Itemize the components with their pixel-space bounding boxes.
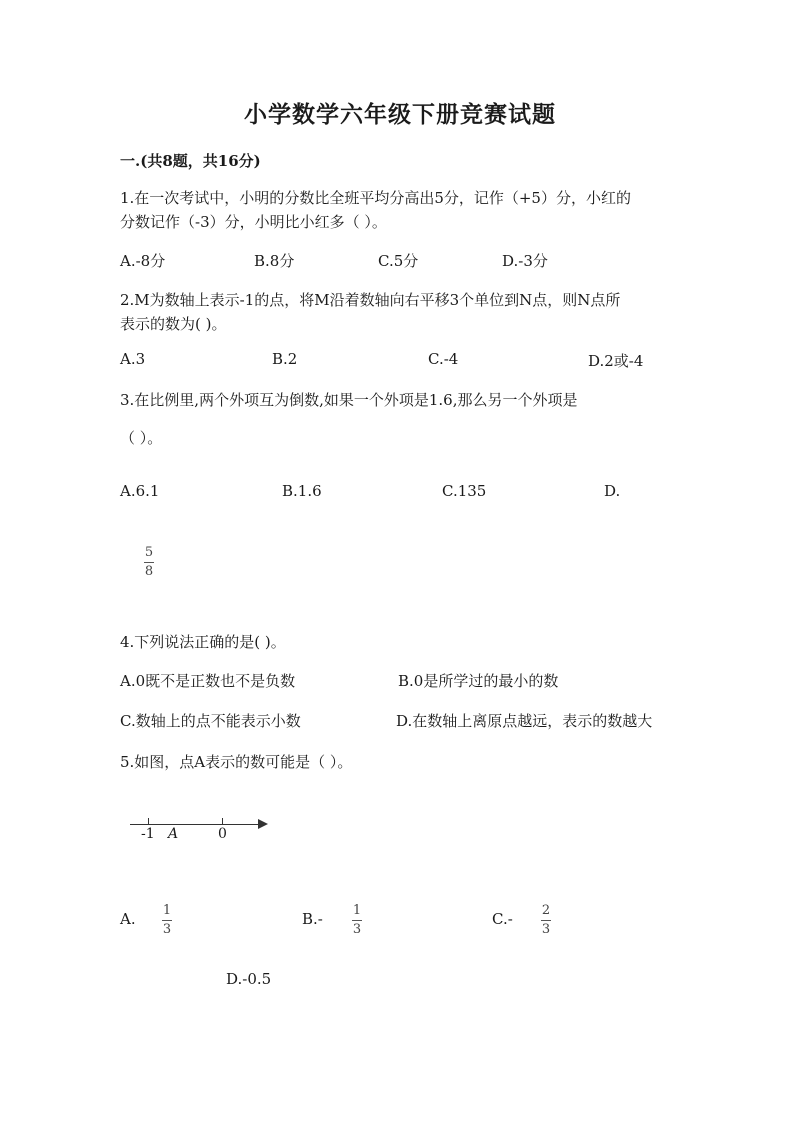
question-1-line-2: 分数记作（-3）分，小明比小红多（ ）。 <box>120 213 387 231</box>
q2-option-b[interactable]: B.2 <box>272 350 298 368</box>
fraction-denominator: 3 <box>541 922 551 937</box>
q2-option-d[interactable]: D.2或-4 <box>588 352 644 370</box>
q2-option-c[interactable]: C.-4 <box>428 350 459 368</box>
q5-option-a-fraction <box>162 904 172 937</box>
q1-option-c[interactable]: C.5分 <box>378 252 419 270</box>
q5-option-b[interactable]: B.- <box>302 910 323 928</box>
question-4-line-1: 4.下列说法正确的是( )。 <box>120 633 286 651</box>
q5-option-a[interactable]: A. <box>120 910 136 928</box>
label-minus-one: -1 <box>141 826 155 842</box>
q5-option-c[interactable]: C.- <box>492 910 513 928</box>
fraction-bar <box>162 920 172 921</box>
q3-option-d[interactable]: D. <box>604 482 621 500</box>
question-3-line-1: 3.在比例里,两个外项互为倒数,如果一个外项是1.6,那么另一个外项是 <box>120 391 578 409</box>
q4-option-d[interactable]: D.在数轴上离原点越远，表示的数越大 <box>396 712 653 730</box>
question-5-line-1: 5.如图，点A表示的数可能是（ ）。 <box>120 753 353 771</box>
fraction-bar <box>352 920 362 921</box>
section-heading: 一.(共8题，共16分) <box>120 152 261 170</box>
q3-option-b[interactable]: B.1.6 <box>282 482 322 500</box>
tick-minus-one <box>148 818 149 824</box>
q1-option-b[interactable]: B.8分 <box>254 252 295 270</box>
fraction-numerator: 1 <box>162 903 172 918</box>
number-line-axis <box>130 824 260 825</box>
q5-option-d[interactable]: D.-0.5 <box>226 970 272 988</box>
fraction-denominator: 8 <box>144 564 154 579</box>
q4-option-b[interactable]: B.0是所学过的最小的数 <box>398 672 559 690</box>
fraction-bar <box>144 562 154 563</box>
fraction-numerator: 2 <box>541 903 551 918</box>
label-point-a: A <box>168 826 179 842</box>
q5-option-b-fraction <box>352 904 362 937</box>
tick-zero <box>222 818 223 824</box>
q1-option-d[interactable]: D.-3分 <box>502 252 548 270</box>
q1-option-a[interactable]: A.-8分 <box>120 252 166 270</box>
fraction-denominator: 3 <box>352 922 362 937</box>
question-1-line-1: 1.在一次考试中，小明的分数比全班平均分高出5分，记作（+5）分，小红的 <box>120 189 631 207</box>
fraction-numerator: 1 <box>352 903 362 918</box>
fraction-numerator: 5 <box>144 545 154 560</box>
fraction-bar <box>541 920 551 921</box>
q3-option-d-fraction <box>144 546 154 579</box>
q2-option-a[interactable]: A.3 <box>120 350 146 368</box>
question-2-line-2: 表示的数为( )。 <box>120 315 227 333</box>
q5-option-c-fraction <box>541 904 551 937</box>
label-zero: 0 <box>218 826 227 842</box>
q3-option-a[interactable]: A.6.1 <box>120 482 160 500</box>
arrow-right-icon <box>258 819 268 829</box>
q4-option-a[interactable]: A.0既不是正数也不是负数 <box>120 672 296 690</box>
question-3-line-2: （ ）。 <box>120 429 163 447</box>
q3-option-c[interactable]: C.135 <box>442 482 487 500</box>
fraction-denominator: 3 <box>162 922 172 937</box>
q4-option-c[interactable]: C.数轴上的点不能表示小数 <box>120 712 301 730</box>
question-2-line-1: 2.M为数轴上表示-1的点，将M沿着数轴向右平移3个单位到N点，则N点所 <box>120 291 621 309</box>
page-title: 小学数学六年级下册竞赛试题 <box>244 101 556 128</box>
